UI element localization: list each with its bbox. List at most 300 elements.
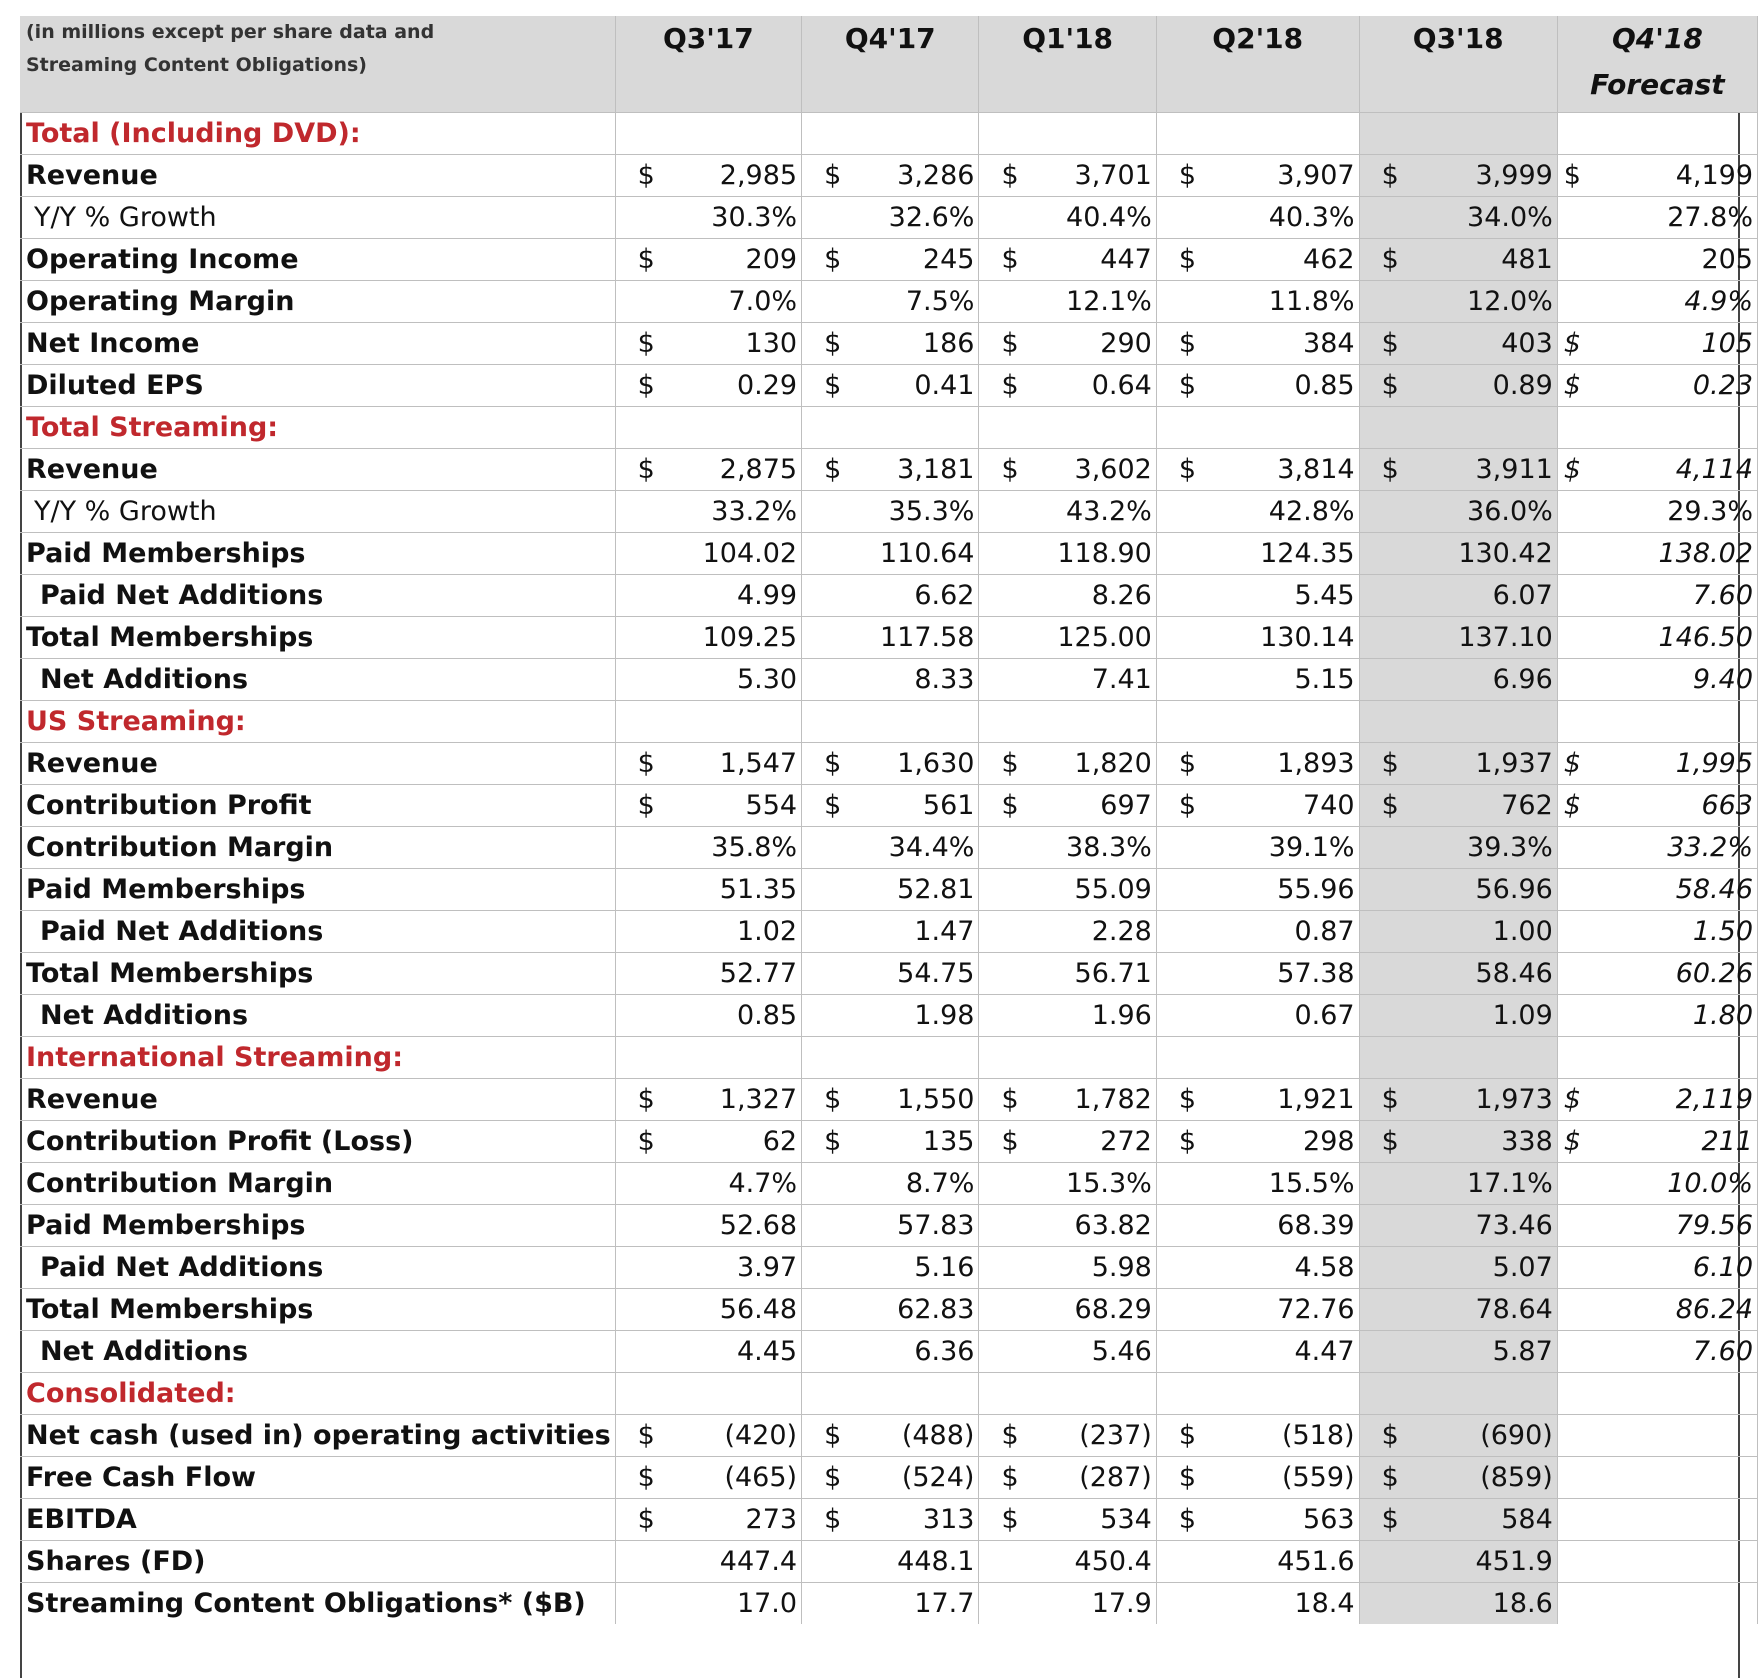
value-cell-q4-18 [1557, 574, 1757, 616]
dollar-sign: $ [1563, 369, 1581, 401]
cell-value: 9.40 [1692, 663, 1753, 695]
cell-value: 2,985 [719, 159, 798, 191]
cell-value: (859) [1480, 1461, 1553, 1493]
dollar-sign: $ [824, 1461, 842, 1493]
row-label: Net Additions [20, 658, 615, 700]
value-cell-q1-18 [979, 1120, 1156, 1162]
dollar-sign: $ [1178, 369, 1197, 401]
table-row [20, 154, 1758, 196]
value-cell-q3-17 [615, 364, 801, 406]
value-cell-q2-18 [1156, 1204, 1359, 1246]
empty-cell [1156, 1036, 1359, 1078]
value-cell-q3-17 [615, 952, 801, 994]
dollar-sign: $ [824, 159, 842, 191]
value-cell-q4-17 [802, 280, 979, 322]
dollar-sign: $ [1381, 453, 1399, 485]
cell-value: 56.96 [1475, 873, 1553, 905]
value-cell-q4-18 [1557, 490, 1757, 532]
value-cell-q1-18 [979, 532, 1156, 574]
value-cell-q3-18 [1359, 1204, 1557, 1246]
value-cell-q4-18 [1557, 826, 1757, 868]
value-cell-q2-18 [1156, 910, 1359, 952]
value-cell-q3-18 [1359, 1330, 1557, 1372]
value-cell-q4-17 [802, 448, 979, 490]
value-cell-q2-18 [1156, 448, 1359, 490]
cell-value: 4,199 [1675, 159, 1753, 191]
dollar-sign: $ [1381, 789, 1399, 821]
value-cell-q3-17 [615, 1582, 801, 1624]
cell-value: 62.83 [897, 1293, 975, 1325]
dollar-sign: $ [824, 369, 842, 401]
cell-value: 2,119 [1675, 1083, 1753, 1115]
value-cell-q4-18 [1557, 1540, 1757, 1582]
value-cell-q3-17 [615, 532, 801, 574]
value-cell-q4-17 [802, 1078, 979, 1120]
cell-value: 0.87 [1294, 915, 1355, 947]
section-title: Total (Including DVD): [20, 112, 615, 154]
table-row [20, 532, 1758, 574]
cell-value: 450.4 [1074, 1545, 1152, 1577]
cell-value: 3,181 [897, 453, 975, 485]
value-cell-q4-18 [1557, 1582, 1757, 1624]
table-row [20, 1330, 1758, 1372]
table-row [20, 574, 1758, 616]
table-row [20, 1288, 1758, 1330]
row-label: Paid Memberships [20, 868, 615, 910]
cell-value: 1,893 [1277, 747, 1355, 779]
value-cell-q4-18 [1557, 364, 1757, 406]
row-label: Contribution Margin [20, 1162, 615, 1204]
table-row [20, 1078, 1758, 1120]
value-cell-q3-17 [615, 868, 801, 910]
table-row [20, 868, 1758, 910]
table-row [20, 280, 1758, 322]
cell-value: 27.8% [1667, 201, 1753, 233]
dollar-sign: $ [1178, 1503, 1197, 1535]
value-cell-q3-17 [615, 658, 801, 700]
value-cell-q3-17 [615, 1120, 801, 1162]
cell-value: 1.02 [736, 915, 798, 947]
dollar-sign: $ [1178, 1083, 1197, 1115]
value-cell-q3-17 [615, 1330, 801, 1372]
value-cell-q4-17 [802, 532, 979, 574]
empty-cell [802, 406, 979, 448]
value-cell-q2-18 [1156, 490, 1359, 532]
value-cell-q3-18 [1359, 1078, 1557, 1120]
cell-value: 1.98 [914, 999, 975, 1031]
financial-summary-table [20, 16, 1758, 1624]
cell-value: 124.35 [1260, 537, 1355, 569]
row-label: Operating Income [20, 238, 615, 280]
cell-value: 130.14 [1260, 621, 1355, 653]
empty-cell [1557, 112, 1757, 154]
cell-value: 17.9 [1091, 1587, 1152, 1619]
value-cell-q3-18 [1359, 1540, 1557, 1582]
empty-cell [1156, 112, 1359, 154]
dollar-sign: $ [1001, 789, 1019, 821]
dollar-sign: $ [1381, 1503, 1399, 1535]
dollar-sign: $ [1178, 1419, 1197, 1451]
value-cell-q3-17 [615, 322, 801, 364]
dollar-sign: $ [1563, 1083, 1581, 1115]
dollar-sign: $ [637, 1083, 655, 1115]
dollar-sign: $ [1563, 327, 1581, 359]
empty-cell [979, 406, 1156, 448]
cell-value: 52.68 [719, 1209, 798, 1241]
value-cell-q3-17 [615, 1498, 801, 1540]
cell-value: 3,701 [1074, 159, 1152, 191]
empty-cell [802, 1372, 979, 1414]
cell-value: 63.82 [1074, 1209, 1152, 1241]
value-cell-q4-17 [802, 196, 979, 238]
row-label: Total Memberships [20, 952, 615, 994]
table-row [20, 1498, 1758, 1540]
cell-value: 205 [1701, 243, 1753, 275]
cell-value: 79.56 [1675, 1209, 1753, 1241]
cell-value: 6.10 [1692, 1251, 1753, 1283]
value-cell-q3-18 [1359, 784, 1557, 826]
row-label: Total Memberships [20, 616, 615, 658]
value-cell-q4-18 [1557, 1498, 1757, 1540]
cell-value: 447 [1100, 243, 1152, 275]
cell-value: 2,875 [719, 453, 798, 485]
cell-value: 1,995 [1675, 747, 1753, 779]
value-cell-q1-18 [979, 994, 1156, 1036]
cell-value: 4.45 [736, 1335, 798, 1367]
dollar-sign: $ [637, 1461, 655, 1493]
row-label: Paid Net Additions [20, 910, 615, 952]
cell-value: 209 [745, 243, 798, 275]
value-cell-q2-18 [1156, 1288, 1359, 1330]
value-cell-q4-17 [802, 1582, 979, 1624]
value-cell-q1-18 [979, 868, 1156, 910]
dollar-sign: $ [1381, 747, 1399, 779]
row-label: Diluted EPS [20, 364, 615, 406]
value-cell-q1-18 [979, 658, 1156, 700]
cell-value: 1,782 [1074, 1083, 1152, 1115]
cell-value: 137.10 [1458, 621, 1553, 653]
row-label: Revenue [20, 154, 615, 196]
cell-value: 105 [1701, 327, 1753, 359]
dollar-sign: $ [637, 789, 655, 821]
value-cell-q3-18 [1359, 532, 1557, 574]
cell-value: 448.1 [897, 1545, 975, 1577]
cell-value: (518) [1281, 1419, 1355, 1451]
row-label: Revenue [20, 742, 615, 784]
value-cell-q1-18 [979, 448, 1156, 490]
empty-cell [979, 112, 1156, 154]
value-cell-q2-18 [1156, 1078, 1359, 1120]
dollar-sign: $ [1001, 453, 1019, 485]
table-row [20, 1204, 1758, 1246]
value-cell-q1-18 [979, 1246, 1156, 1288]
cell-value: 5.87 [1492, 1335, 1553, 1367]
cell-value: 6.36 [914, 1335, 975, 1367]
dollar-sign: $ [1381, 1419, 1399, 1451]
value-cell-q4-18 [1557, 196, 1757, 238]
value-cell-q3-18 [1359, 1582, 1557, 1624]
empty-cell [615, 1036, 801, 1078]
section-title: US Streaming: [20, 700, 615, 742]
cell-value: 4.58 [1294, 1251, 1355, 1283]
value-cell-q4-18 [1557, 952, 1757, 994]
dollar-sign: $ [1001, 327, 1019, 359]
value-cell-q2-18 [1156, 1582, 1359, 1624]
cell-value: 1.50 [1692, 915, 1753, 947]
value-cell-q4-17 [802, 1456, 979, 1498]
value-cell-q3-18 [1359, 490, 1557, 532]
dollar-sign: $ [1001, 243, 1019, 275]
cell-value: 1.96 [1091, 999, 1152, 1031]
row-label: Operating Margin [20, 280, 615, 322]
value-cell-q3-18 [1359, 910, 1557, 952]
cell-value: 5.98 [1091, 1251, 1152, 1283]
cell-value: 0.23 [1692, 369, 1753, 401]
value-cell-q4-17 [802, 1162, 979, 1204]
dollar-sign: $ [824, 1419, 842, 1451]
value-cell-q3-18 [1359, 154, 1557, 196]
table-row [20, 490, 1758, 532]
value-cell-q4-17 [802, 1540, 979, 1582]
value-cell-q4-18 [1557, 448, 1757, 490]
value-cell-q4-18 [1557, 1078, 1757, 1120]
cell-value: 451.6 [1277, 1545, 1355, 1577]
cell-value: 5.15 [1294, 663, 1355, 695]
cell-value: 5.46 [1091, 1335, 1152, 1367]
cell-value: 245 [922, 243, 975, 275]
row-label: EBITDA [20, 1498, 615, 1540]
cell-value: 1,550 [897, 1083, 975, 1115]
cell-value: 8.33 [914, 663, 975, 695]
value-cell-q4-17 [802, 658, 979, 700]
value-cell-q4-17 [802, 1246, 979, 1288]
empty-cell [1156, 700, 1359, 742]
dollar-sign: $ [1178, 243, 1197, 275]
cell-value: 33.2% [1667, 831, 1753, 863]
value-cell-q3-18 [1359, 322, 1557, 364]
cell-value: 146.50 [1658, 621, 1753, 653]
cell-value: 563 [1303, 1503, 1355, 1535]
cell-value: 51.35 [719, 873, 798, 905]
cell-value: 5.07 [1492, 1251, 1553, 1283]
value-cell-q1-18 [979, 1582, 1156, 1624]
value-cell-q4-17 [802, 742, 979, 784]
table-row [20, 196, 1758, 238]
value-cell-q2-18 [1156, 1162, 1359, 1204]
cell-value: 584 [1501, 1503, 1553, 1535]
value-cell-q4-17 [802, 574, 979, 616]
value-cell-q4-18 [1557, 784, 1757, 826]
cell-value: 1,820 [1074, 747, 1152, 779]
cell-value: 15.3% [1066, 1167, 1152, 1199]
empty-cell [1156, 406, 1359, 448]
table-row [20, 910, 1758, 952]
value-cell-q2-18 [1156, 616, 1359, 658]
cell-value: 6.07 [1492, 579, 1553, 611]
dollar-sign: $ [1001, 1419, 1019, 1451]
row-label: Shares (FD) [20, 1540, 615, 1582]
value-cell-q2-18 [1156, 742, 1359, 784]
cell-value: 3,907 [1277, 159, 1355, 191]
cell-value: 313 [922, 1503, 975, 1535]
table-row [20, 658, 1758, 700]
value-cell-q4-18 [1557, 910, 1757, 952]
value-cell-q2-18 [1156, 1456, 1359, 1498]
value-cell-q3-18 [1359, 1162, 1557, 1204]
cell-value: (465) [724, 1461, 798, 1493]
value-cell-q3-18 [1359, 448, 1557, 490]
empty-cell [615, 1372, 801, 1414]
empty-cell [1359, 406, 1557, 448]
cell-value: (287) [1079, 1461, 1152, 1493]
dollar-sign: $ [1178, 159, 1197, 191]
value-cell-q1-18 [979, 1456, 1156, 1498]
cell-value: 273 [745, 1503, 798, 1535]
row-label: Total Memberships [20, 1288, 615, 1330]
value-cell-q4-17 [802, 238, 979, 280]
value-cell-q3-17 [615, 784, 801, 826]
cell-value: 0.29 [736, 369, 798, 401]
cell-value: 52.77 [719, 957, 798, 989]
empty-cell [1557, 700, 1757, 742]
cell-value: 3,602 [1074, 453, 1152, 485]
cell-value: 338 [1501, 1125, 1553, 1157]
cell-value: 39.1% [1268, 831, 1355, 863]
cell-value: 35.8% [711, 831, 798, 863]
cell-value: 4,114 [1675, 453, 1753, 485]
value-cell-q3-17 [615, 154, 801, 196]
cell-value: 1.80 [1692, 999, 1753, 1031]
cell-value: 40.3% [1268, 201, 1355, 233]
cell-value: 1,630 [897, 747, 975, 779]
dollar-sign: $ [824, 747, 842, 779]
cell-value: 68.39 [1277, 1209, 1355, 1241]
value-cell-q2-18 [1156, 574, 1359, 616]
cell-value: 1.47 [914, 915, 975, 947]
value-cell-q4-18 [1557, 154, 1757, 196]
cell-value: 7.60 [1692, 579, 1753, 611]
table-row [20, 322, 1758, 364]
value-cell-q3-17 [615, 1078, 801, 1120]
cell-value: 33.2% [711, 495, 798, 527]
value-cell-q1-18 [979, 280, 1156, 322]
cell-value: 3,999 [1475, 159, 1553, 191]
cell-value: 272 [1100, 1125, 1152, 1157]
value-cell-q1-18 [979, 910, 1156, 952]
value-cell-q4-17 [802, 1120, 979, 1162]
cell-value: 125.00 [1057, 621, 1152, 653]
dollar-sign: $ [1381, 243, 1399, 275]
section-title: International Streaming: [20, 1036, 615, 1078]
value-cell-q3-17 [615, 490, 801, 532]
row-label: Paid Net Additions [20, 574, 615, 616]
row-label: Y/Y % Growth [20, 490, 615, 532]
cell-value: (690) [1480, 1419, 1553, 1451]
cell-value: 290 [1100, 327, 1152, 359]
dollar-sign: $ [637, 747, 655, 779]
section-title: Total Streaming: [20, 406, 615, 448]
value-cell-q3-18 [1359, 616, 1557, 658]
value-cell-q3-18 [1359, 826, 1557, 868]
cell-value: 740 [1303, 789, 1355, 821]
row-label: Y/Y % Growth [20, 196, 615, 238]
value-cell-q4-18 [1557, 616, 1757, 658]
cell-value: 12.0% [1467, 285, 1553, 317]
cell-value: 86.24 [1675, 1293, 1753, 1325]
value-cell-q3-18 [1359, 994, 1557, 1036]
value-cell-q4-18 [1557, 1246, 1757, 1288]
value-cell-q4-17 [802, 364, 979, 406]
cell-value: (488) [901, 1419, 975, 1451]
value-cell-q1-18 [979, 1414, 1156, 1456]
column-header-q4-17: Q4'17 [802, 16, 979, 112]
table-row [20, 1414, 1758, 1456]
value-cell-q1-18 [979, 1330, 1156, 1372]
cell-value: 56.48 [719, 1293, 798, 1325]
cell-value: 34.0% [1467, 201, 1553, 233]
dollar-sign: $ [1178, 1461, 1197, 1493]
empty-cell [1557, 1036, 1757, 1078]
column-header-q3-17: Q3'17 [615, 16, 801, 112]
cell-value: 40.4% [1066, 201, 1152, 233]
cell-value: 52.81 [897, 873, 975, 905]
dollar-sign: $ [824, 789, 842, 821]
dollar-sign: $ [824, 1083, 842, 1115]
table-row [20, 1540, 1758, 1582]
table-row [20, 784, 1758, 826]
value-cell-q2-18 [1156, 238, 1359, 280]
cell-value: 2.28 [1091, 915, 1152, 947]
dollar-sign: $ [1563, 789, 1581, 821]
value-cell-q3-17 [615, 1204, 801, 1246]
value-cell-q3-17 [615, 280, 801, 322]
cell-value: 6.62 [914, 579, 975, 611]
cell-value: 4.9% [1684, 285, 1753, 317]
table-row [20, 742, 1758, 784]
cell-value: 30.3% [711, 201, 798, 233]
cell-value: 5.30 [736, 663, 798, 695]
cell-value: (559) [1281, 1461, 1355, 1493]
cell-value: 118.90 [1057, 537, 1152, 569]
value-cell-q1-18 [979, 742, 1156, 784]
value-cell-q4-17 [802, 154, 979, 196]
cell-value: 186 [922, 327, 975, 359]
cell-value: 0.64 [1091, 369, 1152, 401]
cell-value: 62 [762, 1125, 798, 1157]
dollar-sign: $ [637, 369, 655, 401]
table-row [20, 1162, 1758, 1204]
cell-value: 561 [922, 789, 975, 821]
table-row [20, 616, 1758, 658]
table-row [20, 952, 1758, 994]
column-header-q1-18: Q1'18 [979, 16, 1156, 112]
row-label: Paid Memberships [20, 1204, 615, 1246]
cell-value: 11.8% [1268, 285, 1355, 317]
value-cell-q1-18 [979, 154, 1156, 196]
dollar-sign: $ [1381, 369, 1399, 401]
table-row [20, 1246, 1758, 1288]
cell-value: 58.46 [1675, 873, 1753, 905]
cell-value: 104.02 [702, 537, 798, 569]
value-cell-q4-17 [802, 994, 979, 1036]
table-row [20, 826, 1758, 868]
value-cell-q3-18 [1359, 280, 1557, 322]
header-description: (in millions except per share data and Streaming Content Obligations) [20, 16, 615, 112]
empty-cell [802, 112, 979, 154]
value-cell-q4-17 [802, 1498, 979, 1540]
empty-cell [615, 406, 801, 448]
value-cell-q4-18 [1557, 1204, 1757, 1246]
